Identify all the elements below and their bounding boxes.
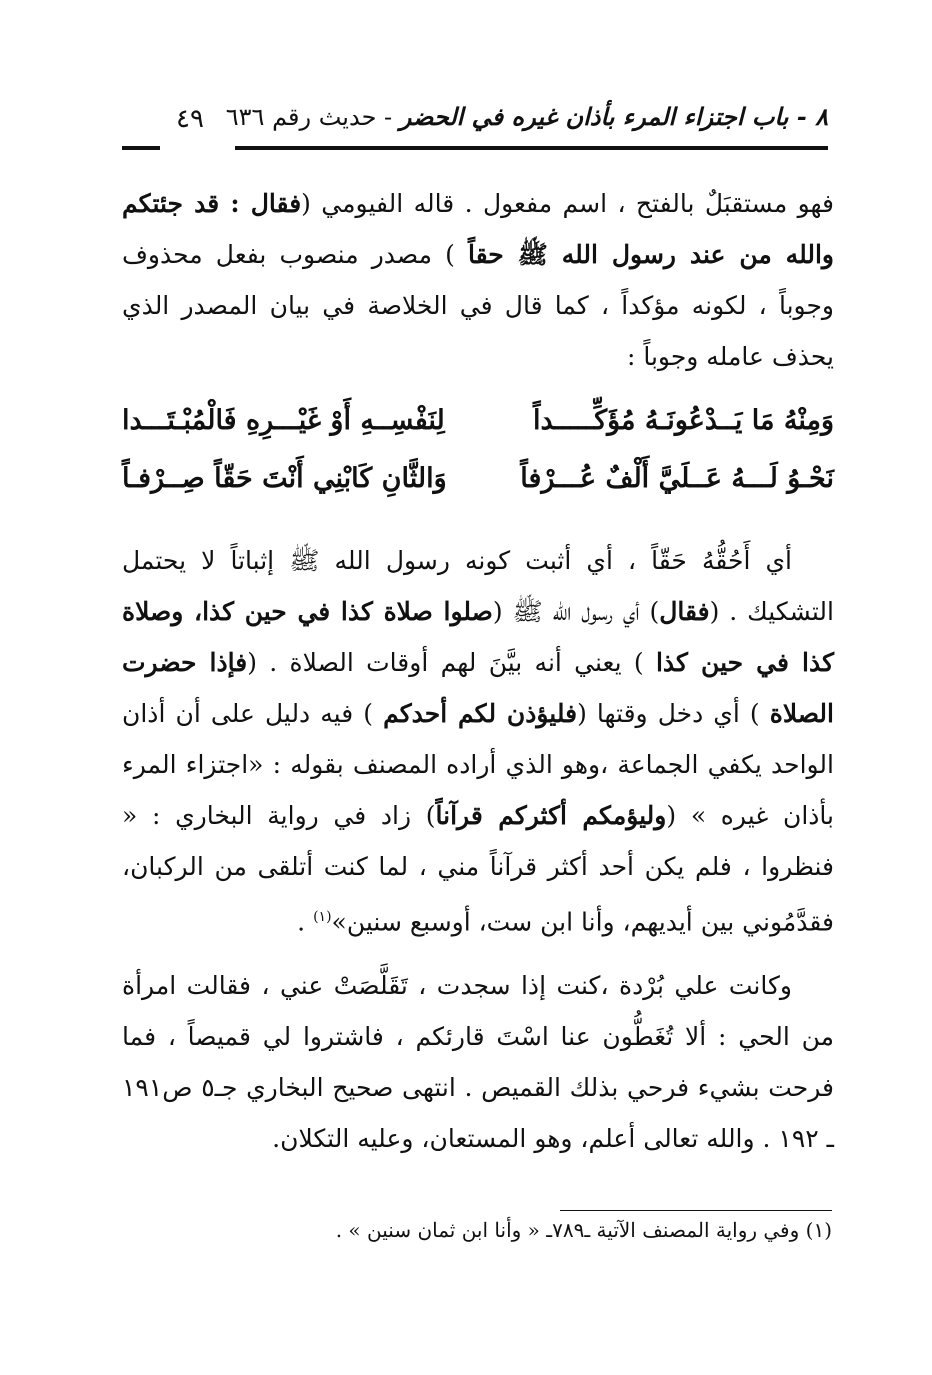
footnote-rule xyxy=(560,1210,832,1211)
hadith-quote: فقال : قد جئتكم والله من عند رسول الله ﷺ حقاً xyxy=(122,189,834,269)
footnote-marker: (١) xyxy=(313,909,332,925)
paragraph-1-text xyxy=(122,178,834,382)
text-run: ) فيه دليل على أن أذان الواحد يكفي الجماعة ،وهو الذي أراده المصنف بقوله : «اجتزاء المرء بأذان غيره » ( xyxy=(122,699,835,830)
hadith-quote: فليؤذن لكم أحدكم xyxy=(383,699,578,728)
text-run: ) زاد في رواية البخاري : « فنظروا ، فلم يكن أحد أكثر قرآناً مني ، لما كنت أتلقى من الركبان، فقدَّمُوني بين أيديهم، وأنا ابن ست، أوسبع سنين» xyxy=(122,801,834,937)
verse-second-hemistich: وَالثَّانِ كَابْنِي أَنْتَ حَقّاً صِــرْفـاً xyxy=(122,463,447,494)
chapter-name: ٨ - باب اجتزاء المرء بأذان غيره في الحضر xyxy=(399,102,828,131)
text-run: ) أي دخل وقتها ( xyxy=(577,699,770,728)
footnote: (١) وفي رواية المصنف الآتية ـ٧٨٩ـ « وأنا ابن ثمان سنين » . xyxy=(335,1218,832,1242)
paragraph-1 xyxy=(122,178,834,382)
hadith-quote: صلوا صلاة كذا في حين كذا، وصلاة كذا في حين كذا xyxy=(122,597,834,677)
page-header xyxy=(110,98,828,158)
verse-line-1 xyxy=(122,405,834,461)
chapter-title xyxy=(226,102,828,131)
hadith-quote: وليؤمكم أكثركم قرآناً xyxy=(435,801,667,830)
verse-line-2 xyxy=(122,463,834,519)
page-number: ٤٩ xyxy=(176,104,204,134)
verse-second-hemistich: لِنَفْسِــهِ أَوْ غَيْـــرِهِ فَالْمُبْـتَـــدا xyxy=(122,405,445,436)
paragraph-3 xyxy=(122,960,834,1164)
text-run: فهو مستقبَلٌ بالفتح ، اسم مفعول . قاله الفيومي ( xyxy=(301,189,835,218)
title-separator: - xyxy=(376,103,400,131)
text-run: وكانت علي بُرْدة ،كنت إذا سجدت ، تَقَلَّصَتْ عني ، فقالت امرأة من الحي : ألا تُغَطُّون عنا اسْتَ قارئكم ، فاشتروا لي قميصاً ، فما فرحت بشيء فرحي بذلك القميص . انتهى صحيح البخاري جـ٥ ص١٩١ ـ ١٩٢ . والله تعالى أعلم، وهو المستعان، وعليه التكلان. xyxy=(122,971,835,1153)
page-number-rule xyxy=(122,146,160,150)
hadith-reference: حديث رقم ٦٣٦ xyxy=(225,103,377,131)
text-run: ) مصدر منصوب بفعل محذوف وجوباً ، لكونه مؤكداً ، كما قال في الخلاصة في بيان المصدر الذي يحذف عامله وجوباً : xyxy=(122,240,834,371)
paragraph-2-text xyxy=(122,535,834,947)
hadith-quote: فإذا حضرت الصلاة xyxy=(122,648,834,728)
paragraph-3-text xyxy=(122,960,834,1164)
text-run: ) أي رسول الله ﷺ ( xyxy=(492,597,660,626)
header-rule xyxy=(235,146,828,150)
text-run: أي أَحُقُّهُ حَقّاً ، أي أثبت كونه رسول الله ﷺ إثباتاً لا يحتمل التشكيك . ( xyxy=(122,546,834,626)
hadith-quote: فقال xyxy=(659,597,710,626)
text-run: . xyxy=(297,907,314,937)
verse-first-hemistich: نَحْـوُ لَـــهُ عَــلَيَّ أَلْفٌ عُـــرْفاً xyxy=(520,463,834,494)
text-run: ) يعني أنه بيَّنَ لهم أوقات الصلاة . ( xyxy=(247,648,656,677)
paragraph-2 xyxy=(122,535,834,947)
verse-first-hemistich: وَمِنْهُ مَا يَــدْعُونَـهُ مُؤَكِّـــــداً xyxy=(533,405,834,436)
